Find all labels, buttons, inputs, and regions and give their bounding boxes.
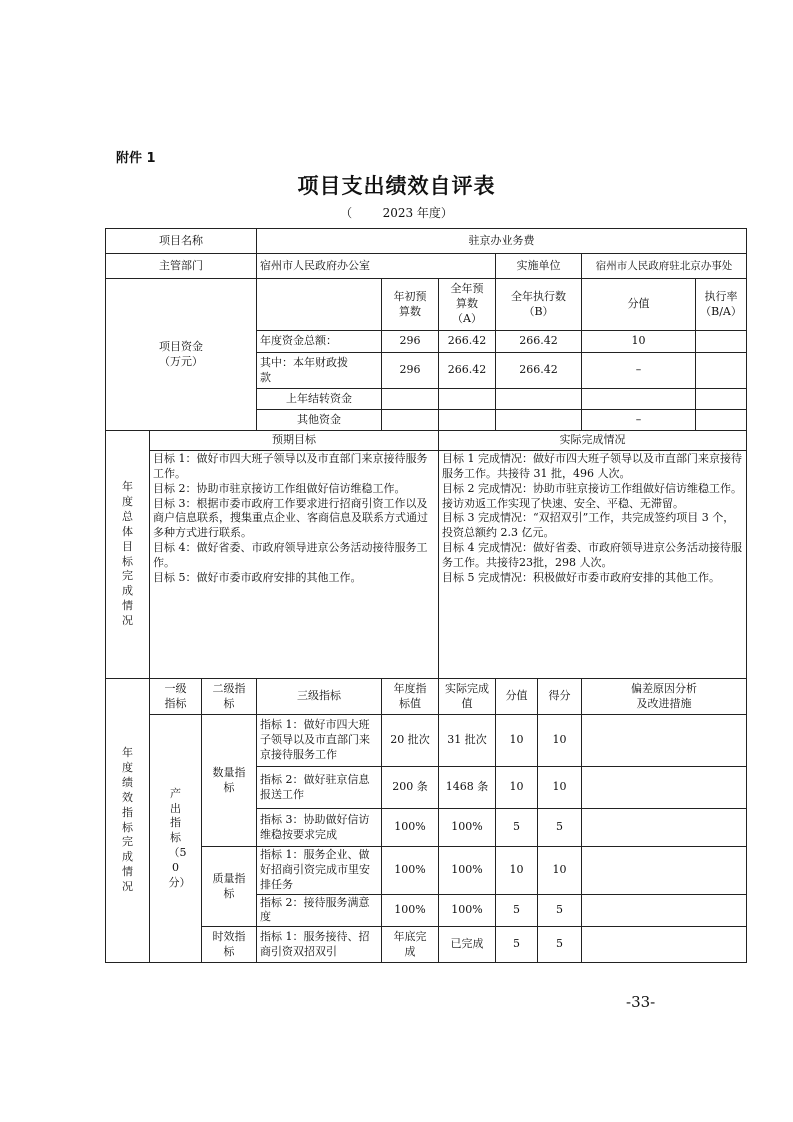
indicator-actual: 100%: [439, 809, 496, 847]
funds-score: [582, 389, 696, 410]
expected-goal: 目标 5：做好市委市政府安排的其他工作。: [153, 570, 362, 584]
funds-initial: [382, 410, 439, 431]
indicator-actual: 1468 条: [439, 767, 496, 809]
fiscal-year: （ 2023 年度）: [340, 206, 453, 220]
funds-executed: [496, 410, 582, 431]
actual-goal: 目标 3 完成情况：“双招双引”工作，共完成签约项目 3 个，投资总额约 2.3 亿元。: [442, 511, 735, 540]
executed-header: 全年执行数（B）: [496, 279, 582, 331]
actual-goal: 目标 1 完成情况：做好市四大班子领导以及市直部门来京接待服务工作。共接待 31 批，496 人次。: [442, 452, 742, 480]
indicator-score: 10: [496, 715, 538, 767]
indicator-got: 5: [538, 927, 582, 963]
project-name-label: 项目名称: [106, 229, 257, 254]
indicator-name: 指标 1：服务接待、招商引资双招双引: [257, 927, 382, 963]
goals-label-text: 年度总体目标完成情况: [122, 480, 133, 627]
indicator-target: 100%: [382, 894, 439, 927]
indicators-header-row: [106, 679, 747, 715]
goals-header-row: [106, 431, 747, 451]
unit-label: 实施单位: [496, 254, 582, 279]
indicator-score: 5: [496, 894, 538, 927]
indicator-actual: 31 批次: [439, 715, 496, 767]
timeliness-indicator-group: 时效指 标: [202, 927, 257, 963]
dept-value: 宿州市人民政府办公室: [257, 254, 496, 279]
indicators-label-text: 年度绩效指标完成情况: [122, 746, 133, 893]
funds-annual: [439, 389, 496, 410]
score-header: 分值: [582, 279, 696, 331]
target-header: 年度指 标值: [382, 679, 439, 715]
funds-rate: [696, 353, 747, 389]
funds-initial: 296: [382, 331, 439, 353]
indicator-target: 100%: [382, 809, 439, 847]
project-name-value: 驻京办业务费: [257, 229, 747, 254]
indicator-row: [106, 927, 747, 963]
funds-row-label: 其他资金: [257, 410, 382, 431]
unit-value: 宿州市人民政府驻北京办事处: [582, 254, 747, 279]
indicator-name: 指标 2：做好驻京信息报送工作: [257, 767, 382, 809]
indicator-target: 年底完 成: [382, 927, 439, 963]
expected-goals-header: 预期目标: [150, 431, 439, 451]
indicator-name: 指标 2：接待服务满意度: [257, 894, 382, 927]
actual-goals-header: 实际完成情况: [439, 431, 747, 451]
annex-label: 附件 1: [116, 151, 156, 166]
indicator-score: 10: [496, 847, 538, 895]
funds-score: 10: [582, 331, 696, 353]
indicator-target: 200 条: [382, 767, 439, 809]
indicator-name: 指标 1：服务企业、做好招商引资完成市里安排任务: [257, 847, 382, 895]
indicator-got: 5: [538, 809, 582, 847]
indicator-got: 5: [538, 894, 582, 927]
funds-row-label: 其中：本年财政拨 款: [257, 353, 382, 389]
output-indicator-text: 产出指标（50分）: [168, 786, 191, 889]
funds-executed: 266.42: [496, 353, 582, 389]
indicator-deviation: [582, 767, 747, 809]
indicator-got: 10: [538, 847, 582, 895]
funds-rate: [696, 331, 747, 353]
indicator-actual: 100%: [439, 847, 496, 895]
indicator-target: 20 批次: [382, 715, 439, 767]
output-indicator-label: [150, 715, 202, 963]
funds-row-label: 年度资金总额：: [257, 331, 382, 353]
initial-budget-header: 年初预 算数: [382, 279, 439, 331]
actual-header: 实际完成 值: [439, 679, 496, 715]
rate-header: 执行率 （B/A）: [696, 279, 747, 331]
funds-score: –: [582, 410, 696, 431]
quality-indicator-group: 质量指 标: [202, 847, 257, 927]
dept-label: 主管部门: [106, 254, 257, 279]
funds-initial: 296: [382, 353, 439, 389]
expected-goal: 目标 3：根据市委市政府工作要求进行招商引资工作以及商户信息联系，搜集重点企业、客商信息及联系方式通过多种方式进行联系。: [153, 496, 428, 540]
funds-rate: [696, 410, 747, 431]
actual-goal: 目标 4 完成情况：做好省委、市政府领导进京公务活动接待服务工作。共接待23批，298 人次。: [442, 541, 742, 569]
actual-goal: 目标 5 完成情况：积极做好市委市政府安排的其他工作。: [442, 570, 720, 584]
indicator-deviation: [582, 715, 747, 767]
funds-annual: 266.42: [439, 353, 496, 389]
funds-label: 项目资金 （万元）: [106, 279, 257, 431]
project-name-row: [106, 229, 747, 254]
deviation-header: 偏差原因分析 及改进措施: [582, 679, 747, 715]
funds-header-row: [106, 279, 747, 331]
funds-executed: 266.42: [496, 331, 582, 353]
indicator-actual: 100%: [439, 894, 496, 927]
indicator-target: 100%: [382, 847, 439, 895]
indicator-score: 5: [496, 927, 538, 963]
quantity-indicator-group: 数量指 标: [202, 715, 257, 847]
indicator-actual: 已完成: [439, 927, 496, 963]
funds-annual: [439, 410, 496, 431]
page-number: -33-: [626, 993, 656, 1011]
score-header: 分值: [496, 679, 538, 715]
indicator-score: 10: [496, 767, 538, 809]
indicator-deviation: [582, 847, 747, 895]
page-title: 项目支出绩效自评表: [297, 174, 496, 198]
funds-initial: [382, 389, 439, 410]
indicator-name: 指标 3：协助做好信访维稳按要求完成: [257, 809, 382, 847]
funds-score: –: [582, 353, 696, 389]
goals-label: [106, 431, 150, 679]
funds-row-label: 上年结转资金: [257, 389, 382, 410]
expected-goals: [150, 451, 439, 679]
level2-header: 二级指 标: [202, 679, 257, 715]
indicator-deviation: [582, 894, 747, 927]
indicator-name: 指标 1：做好市四大班子领导以及市直部门来京接待服务工作: [257, 715, 382, 767]
indicators-label: [106, 679, 150, 963]
self-evaluation-table: [105, 228, 747, 963]
expected-goal: 目标 4：做好省委、市政府领导进京公务活动接待服务工作。: [153, 541, 428, 569]
level1-header: 一级 指标: [150, 679, 202, 715]
indicator-score: 5: [496, 809, 538, 847]
indicator-deviation: [582, 809, 747, 847]
actual-goals: [439, 451, 747, 679]
indicator-got: 10: [538, 767, 582, 809]
funds-annual: 266.42: [439, 331, 496, 353]
funds-rate: [696, 389, 747, 410]
got-header: 得分: [538, 679, 582, 715]
funds-executed: [496, 389, 582, 410]
indicator-row: [106, 715, 747, 767]
annual-budget-header: 全年预 算数 （A）: [439, 279, 496, 331]
level3-header: 三级指标: [257, 679, 382, 715]
expected-goal: 目标 1：做好市四大班子领导以及市直部门来京接待服务工作。: [153, 452, 428, 480]
goals-content-row: [106, 451, 747, 679]
department-row: [106, 254, 747, 279]
expected-goal: 目标 2：协助市驻京接访工作组做好信访维稳工作。: [153, 481, 406, 495]
indicator-deviation: [582, 927, 747, 963]
actual-goal: 目标 2 完成情况：协助市驻京接访工作组做好信访维稳工作。接访劝返工作实现了快速、安全、平稳、无滞留。: [442, 481, 742, 510]
indicator-row: [106, 847, 747, 895]
indicator-got: 10: [538, 715, 582, 767]
